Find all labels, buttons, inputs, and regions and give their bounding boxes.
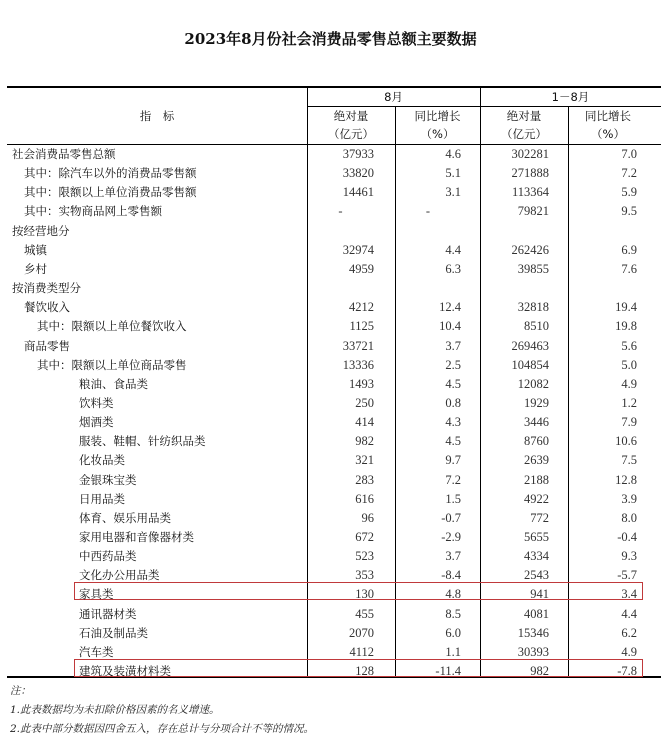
- header-abs-unit: （亿元）: [328, 127, 374, 141]
- cell-ytd-abs: 3446: [524, 415, 549, 430]
- cell-aug-abs: 1493: [349, 376, 374, 391]
- cell-aug-yoy: 1.1: [445, 644, 461, 659]
- cell-ytd-yoy: 8.0: [621, 510, 637, 525]
- row-label: 石油及制品类: [79, 625, 148, 640]
- table-row: [0, 145, 661, 164]
- cell-aug-abs: -: [338, 204, 343, 219]
- cell-aug-yoy: -0.7: [441, 510, 461, 525]
- header-abs-label: 绝对量: [333, 109, 369, 123]
- table-row: [0, 394, 661, 413]
- cell-ytd-abs: 941: [530, 587, 549, 602]
- row-label: 餐饮收入: [24, 300, 70, 315]
- cell-ytd-abs: 1929: [524, 395, 549, 410]
- cell-ytd-yoy: 19.4: [615, 300, 637, 315]
- notes: [10, 682, 314, 739]
- row-label: 按消费类型分: [12, 281, 81, 296]
- cell-ytd-yoy: 3.4: [621, 587, 637, 602]
- cell-aug-yoy: 4.5: [445, 434, 461, 449]
- cell-aug-yoy: 4.3: [445, 415, 461, 430]
- table-row: [0, 662, 661, 681]
- row-label: 通讯器材类: [79, 606, 137, 621]
- cell-ytd-yoy: 4.4: [621, 606, 637, 621]
- row-label: 其中：除汽车以外的消费品零售额: [24, 166, 197, 181]
- note-line-1: 1.此表数据均为未扣除价格因素的名义增速。: [10, 704, 220, 716]
- cell-ytd-abs: 8760: [524, 434, 549, 449]
- row-label: 粮油、食品类: [79, 376, 148, 391]
- note-line-2: 2.此表中部分数据因四舍五入，存在总计与分项合计不等的情况。: [10, 723, 315, 735]
- row-label: 社会消费品零售总额: [12, 147, 116, 161]
- cell-aug-abs: 37933: [342, 147, 374, 161]
- cell-ytd-abs: 269463: [511, 338, 549, 353]
- cell-ytd-yoy: 9.5: [621, 204, 637, 219]
- cell-aug-abs: 982: [355, 434, 374, 449]
- cell-ytd-yoy: 5.9: [621, 185, 637, 200]
- cell-ytd-abs: 4334: [524, 549, 549, 564]
- cell-aug-yoy: 9.7: [445, 453, 461, 468]
- cell-ytd-abs: 262426: [511, 242, 549, 257]
- cell-aug-abs: 13336: [342, 357, 374, 372]
- table-row: [0, 471, 661, 490]
- table-row: [0, 317, 661, 336]
- table-row: [0, 279, 661, 298]
- cell-ytd-abs: 39855: [517, 261, 549, 276]
- cell-aug-abs: 672: [355, 530, 374, 544]
- cell-aug-yoy: 1.5: [445, 491, 461, 506]
- cell-ytd-abs: 4081: [524, 606, 549, 621]
- cell-ytd-yoy: 3.9: [621, 491, 637, 506]
- cell-aug-abs: 130: [355, 587, 374, 602]
- cell-aug-yoy: 10.4: [439, 319, 461, 334]
- cell-aug-yoy: 12.4: [439, 300, 461, 315]
- row-label: 金银珠宝类: [79, 472, 137, 487]
- cell-aug-abs: 616: [355, 491, 374, 506]
- cell-aug-abs: 33820: [342, 166, 374, 181]
- cell-ytd-yoy: 9.3: [621, 549, 637, 564]
- table-row: [0, 164, 661, 183]
- cell-aug-abs: 321: [355, 453, 374, 468]
- cell-aug-abs: 250: [355, 395, 374, 410]
- row-label: 商品零售: [24, 338, 70, 353]
- header-group-jan-aug: 1－8月: [551, 90, 590, 104]
- cell-aug-abs: 353: [355, 568, 374, 583]
- cell-ytd-yoy: 1.2: [621, 395, 637, 410]
- cell-aug-abs: 32974: [342, 242, 374, 257]
- row-label: 烟酒类: [79, 415, 114, 430]
- cell-ytd-yoy: 4.9: [621, 376, 637, 391]
- row-label: 文化办公用品类: [79, 568, 160, 583]
- header-ytd-abs: [480, 107, 568, 143]
- page-title: 2023年8月份社会消费品零售总额主要数据: [184, 30, 477, 48]
- cell-ytd-yoy: 5.0: [621, 357, 637, 372]
- cell-ytd-abs: 12082: [517, 376, 549, 391]
- cell-ytd-abs: 32818: [517, 300, 549, 315]
- table-row: [0, 356, 661, 375]
- cell-ytd-yoy: 7.6: [621, 261, 637, 276]
- table-row: [0, 432, 661, 451]
- cell-ytd-abs: 104854: [511, 357, 549, 372]
- row-label: 其中：限额以上单位餐饮收入: [37, 319, 187, 334]
- header-group-aug: 8月: [384, 90, 403, 104]
- table-row: [0, 202, 661, 221]
- header-yoy-unit: （%）: [591, 127, 625, 141]
- cell-ytd-abs: 2543: [524, 568, 549, 583]
- cell-aug-yoy: -2.9: [441, 530, 461, 544]
- cell-ytd-yoy: 6.2: [621, 625, 637, 640]
- cell-ytd-abs: 982: [530, 664, 549, 679]
- cell-aug-yoy: 6.3: [445, 261, 461, 276]
- cell-ytd-abs: 2188: [524, 472, 549, 487]
- cell-aug-abs: 455: [355, 606, 374, 621]
- table-row: [0, 624, 661, 643]
- header-aug-yoy: [395, 107, 480, 143]
- row-label: 家用电器和音像器材类: [79, 530, 194, 544]
- cell-aug-yoy: 3.7: [445, 549, 461, 564]
- table-row: [0, 547, 661, 566]
- cell-ytd-yoy: 4.9: [621, 644, 637, 659]
- table-row: [0, 260, 661, 279]
- row-label: 城镇: [24, 242, 47, 257]
- header-aug-abs: [307, 107, 395, 143]
- cell-aug-yoy: 4.8: [445, 587, 461, 602]
- table-row: [0, 490, 661, 509]
- cell-aug-yoy: 3.7: [445, 338, 461, 353]
- header-yoy-label: 同比增长: [414, 109, 461, 123]
- table-row: [0, 375, 661, 394]
- cell-aug-yoy: 2.5: [445, 357, 461, 372]
- row-label: 服装、鞋帽、针纺织品类: [79, 434, 206, 449]
- cell-aug-yoy: 5.1: [445, 166, 461, 181]
- cell-ytd-yoy: 12.8: [615, 472, 637, 487]
- row-label: 饮料类: [79, 395, 114, 410]
- cell-ytd-yoy: 7.2: [621, 166, 637, 181]
- cell-ytd-yoy: 7.9: [621, 415, 637, 430]
- table-row: [0, 298, 661, 317]
- cell-ytd-abs: 8510: [524, 319, 549, 334]
- cell-ytd-yoy: 10.6: [615, 434, 637, 449]
- cell-aug-yoy: 4.6: [445, 147, 461, 161]
- cell-ytd-abs: 772: [530, 510, 549, 525]
- cell-ytd-abs: 271888: [511, 166, 549, 181]
- header-ytd-yoy: [568, 107, 648, 143]
- cell-aug-abs: 523: [355, 549, 374, 564]
- row-label: 其中：限额以上单位消费品零售额: [24, 185, 197, 200]
- table-row: [0, 337, 661, 356]
- cell-ytd-yoy: -7.8: [617, 664, 637, 679]
- table-row: [0, 183, 661, 202]
- cell-ytd-yoy: 19.8: [615, 319, 637, 334]
- row-label: 化妆品类: [79, 453, 125, 468]
- header-indicator: 指 标: [139, 109, 175, 123]
- cell-ytd-yoy: 7.0: [621, 147, 637, 161]
- cell-aug-yoy: -: [425, 204, 431, 219]
- cell-aug-yoy: 8.5: [445, 606, 461, 621]
- row-label: 其中：限额以上单位商品零售: [37, 357, 187, 372]
- cell-ytd-abs: 113364: [511, 185, 549, 200]
- cell-ytd-yoy: 7.5: [621, 453, 637, 468]
- cell-aug-yoy: 3.1: [445, 185, 461, 200]
- row-label: 中西药品类: [79, 549, 137, 564]
- table-row: [0, 528, 661, 547]
- cell-aug-yoy: 7.2: [445, 472, 461, 487]
- cell-aug-abs: 4959: [349, 261, 374, 276]
- row-label: 家具类: [79, 587, 114, 602]
- table-row: [0, 585, 661, 604]
- cell-aug-abs: 4212: [349, 300, 374, 315]
- cell-aug-abs: 2070: [349, 625, 374, 640]
- header-yoy-unit: （%）: [420, 127, 455, 141]
- header-yoy-label: 同比增长: [585, 109, 631, 123]
- cell-ytd-abs: 302281: [511, 147, 549, 161]
- row-label: 日用品类: [79, 491, 125, 506]
- row-label: 按经营地分: [12, 223, 70, 238]
- table-row: [0, 222, 661, 241]
- cell-aug-abs: 283: [355, 472, 374, 487]
- row-label: 乡村: [24, 261, 47, 276]
- cell-aug-yoy: -8.4: [441, 568, 461, 583]
- cell-ytd-yoy: -5.7: [617, 568, 637, 583]
- cell-aug-abs: 4112: [349, 644, 374, 659]
- row-label: 汽车类: [79, 644, 114, 659]
- cell-ytd-yoy: 5.6: [621, 338, 637, 353]
- cell-aug-abs: 14461: [342, 185, 374, 200]
- row-label: 体育、娱乐用品类: [79, 510, 171, 525]
- cell-aug-abs: 96: [361, 510, 374, 525]
- table-row: [0, 451, 661, 470]
- cell-ytd-abs: 4922: [524, 491, 549, 506]
- cell-ytd-yoy: 6.9: [621, 242, 637, 257]
- table-row: [0, 241, 661, 260]
- header-abs-unit: （亿元）: [501, 127, 547, 141]
- cell-aug-yoy: 4.4: [445, 242, 461, 257]
- cell-aug-yoy: 4.5: [445, 376, 461, 391]
- header-abs-label: 绝对量: [506, 109, 542, 123]
- cell-ytd-abs: 15346: [517, 625, 549, 640]
- row-label: 建筑及装潢材料类: [79, 664, 171, 679]
- cell-ytd-abs: 79821: [517, 204, 549, 219]
- cell-ytd-abs: 5655: [524, 530, 549, 544]
- table-row: [0, 413, 661, 432]
- cell-ytd-abs: 2639: [524, 453, 549, 468]
- cell-aug-yoy: -11.4: [435, 664, 461, 679]
- row-label: 其中：实物商品网上零售额: [24, 204, 162, 219]
- notes-heading: 注：: [10, 685, 31, 697]
- cell-aug-abs: 414: [355, 415, 374, 430]
- cell-aug-abs: 128: [355, 664, 374, 679]
- cell-aug-yoy: 0.8: [445, 395, 461, 410]
- table-row: [0, 509, 661, 528]
- cell-aug-abs: 33721: [342, 338, 374, 353]
- cell-ytd-abs: 30393: [517, 644, 549, 659]
- cell-aug-yoy: 6.0: [445, 625, 461, 640]
- cell-ytd-yoy: -0.4: [617, 530, 637, 544]
- table-row: [0, 566, 661, 585]
- table-row: [0, 605, 661, 624]
- table-row: [0, 643, 661, 662]
- cell-aug-abs: 1125: [349, 319, 374, 334]
